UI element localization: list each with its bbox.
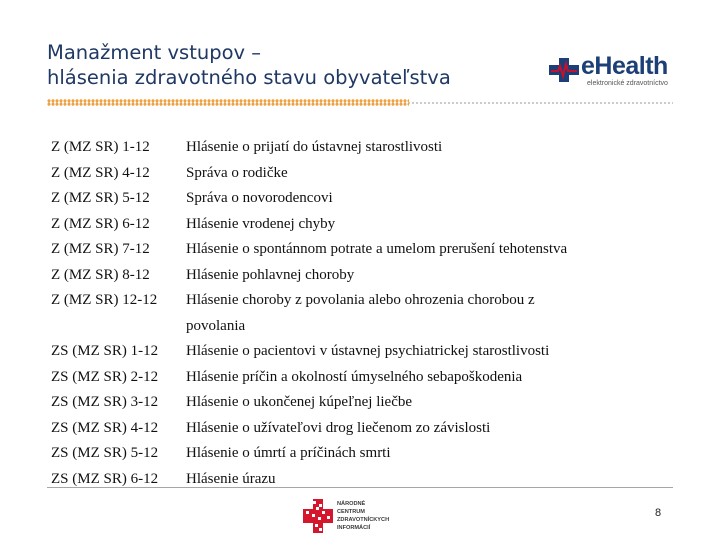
list-item: [51, 288, 671, 339]
nczi-line-4: INFORMÁCIÍ: [337, 525, 371, 531]
ehealth-logo-word: eHealth: [581, 52, 668, 80]
slide-title-line-2: hlásenia zdravotného stavu obyvateľstva: [47, 66, 451, 89]
nczi-logo: [303, 499, 403, 535]
list-item: [51, 390, 671, 416]
report-description: [186, 186, 671, 212]
report-description: [186, 237, 671, 263]
report-code: ZS (MZ SR) 6-12: [51, 470, 159, 487]
report-code: ZS (MZ SR) 1-12: [51, 343, 159, 359]
report-description-text: Správa o rodičke: [186, 164, 288, 181]
report-description-continuation: povolania: [186, 317, 246, 334]
list-item: [51, 263, 671, 289]
report-code: Z (MZ SR) 7-12: [51, 241, 150, 257]
report-code: Z (MZ SR) 1-12: [51, 139, 150, 155]
report-code: Z (MZ SR) 4-12: [51, 164, 150, 181]
nczi-line-1: NÁRODNÉ: [337, 501, 366, 507]
report-description: [186, 467, 671, 493]
ehealth-logo-subtitle: elektronické zdravotníctvo: [587, 80, 668, 87]
report-description-text: Hlásenie o užívateľovi drog liečenom zo závislosti: [186, 419, 491, 436]
medical-cross-heartbeat-icon: [549, 58, 579, 82]
nczi-line-3: ZDRAVOTNÍCKYCH: [337, 517, 390, 523]
report-description: [186, 212, 671, 238]
report-code: Z (MZ SR) 12-12: [51, 292, 158, 308]
report-description-text: Hlásenie úrazu: [186, 470, 276, 487]
list-item: [51, 212, 671, 238]
report-code: Z (MZ SR) 6-12: [51, 215, 150, 232]
list-item: [51, 186, 671, 212]
footer-divider: [47, 487, 673, 488]
report-code: ZS (MZ SR) 4-12: [51, 419, 159, 436]
list-item: [51, 339, 671, 365]
report-description-text: Hlásenie o úmrtí a príčinách smrti: [186, 445, 391, 461]
report-code: Z (MZ SR) 8-12: [51, 266, 150, 283]
report-description: [186, 339, 671, 365]
report-code: ZS (MZ SR) 3-12: [51, 394, 159, 410]
report-description: [186, 135, 671, 161]
list-item: [51, 416, 671, 442]
report-description: [186, 416, 671, 442]
report-description-text: Hlásenie o prijatí do ústavnej starostlivosti: [186, 139, 443, 155]
list-item: [51, 237, 671, 263]
report-description-text: Hlásenie choroby z povolania alebo ohrozenia chorobou z: [186, 292, 535, 308]
report-description: [186, 390, 671, 416]
report-description: [186, 161, 671, 187]
list-item: [51, 441, 671, 467]
slide-title-line-1: Manažment vstupov –: [47, 41, 262, 64]
report-description-text: Hlásenie o ukončenej kúpeľnej liečbe: [186, 394, 413, 410]
report-description-text: Správa o novorodencovi: [186, 190, 333, 206]
report-code: ZS (MZ SR) 2-12: [51, 368, 159, 385]
report-list: [51, 135, 671, 492]
report-description-text: Hlásenie pohlavnej choroby: [186, 266, 355, 283]
list-item: [51, 467, 671, 493]
nczi-line-2: CENTRUM: [337, 509, 365, 515]
title-divider-orange-dots: [47, 99, 409, 106]
report-code: ZS (MZ SR) 5-12: [51, 445, 159, 461]
report-description-text: Hlásenie vrodenej chyby: [186, 215, 336, 232]
checkered-cross-icon: [303, 499, 333, 533]
report-description: [186, 288, 671, 339]
report-description-text: Hlásenie príčin a okolností úmyselného sebapoškodenia: [186, 368, 523, 385]
title-divider: [47, 99, 673, 107]
list-item: [51, 135, 671, 161]
slide-title: [47, 40, 527, 90]
report-description: [186, 263, 671, 289]
nczi-logo-text: [337, 500, 403, 532]
ehealth-logo: [549, 52, 673, 91]
page-number: 8: [655, 507, 662, 519]
list-item: [51, 365, 671, 391]
report-code: Z (MZ SR) 5-12: [51, 190, 150, 206]
report-description: [186, 441, 671, 467]
list-item: [51, 161, 671, 187]
report-description-text: Hlásenie o pacientovi v ústavnej psychiatrickej starostlivosti: [186, 343, 550, 359]
report-description-text: Hlásenie o spontánnom potrate a umelom prerušení tehotenstva: [186, 241, 568, 257]
report-description: [186, 365, 671, 391]
